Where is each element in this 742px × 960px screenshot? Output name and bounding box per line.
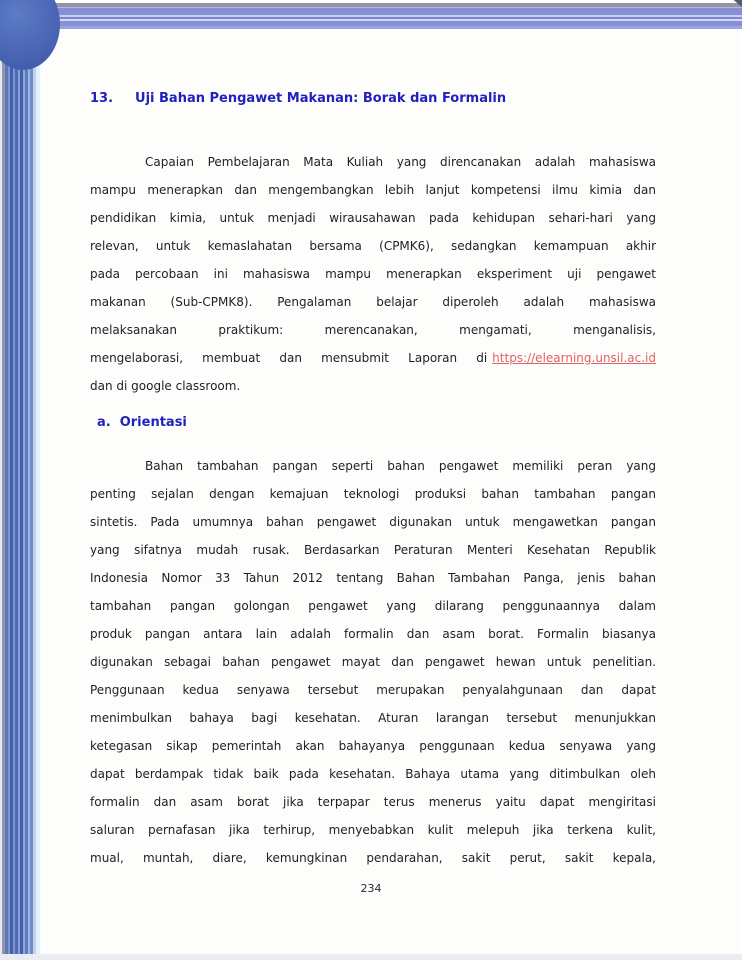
text-line-with-link [90,344,656,372]
section-number: 13. [90,91,114,106]
text-line: relevan, untuk kemaslahatan bersama (CPMK6), sedangkan kemampuan akhir [90,239,656,253]
bottom-page-edge [0,954,742,960]
section-heading [90,90,656,108]
elearning-link[interactable]: https://elearning.unsil.ac.id [492,351,656,365]
text-line: dan di google classroom. [90,379,241,393]
text-line: Capaian Pembelajaran Mata Kuliah yang direncanakan adalah mahasiswa [145,155,656,169]
text-line: Penggunaan kedua senyawa tersebut merupakan penyalahgunaan dan dapat [90,683,656,697]
link-prefix-text: mengelaborasi, membuat dan mensubmit Laporan di [90,351,488,365]
subsection-letter: a. [97,415,111,430]
text-line: makanan (Sub-CPMK8). Pengalaman belajar diperoleh adalah mahasiswa [90,295,656,309]
text-line: mampu menerapkan dan mengembangkan lebih lanjut kompetensi ilmu kimia dan [90,183,656,197]
page-content [90,0,656,872]
text-line: dapat berdampak tidak baik pada kesehatan. Bahaya utama yang ditimbulkan oleh [90,767,656,781]
subsection-heading [97,414,656,432]
text-line: melaksanakan praktikum: merencanakan, mengamati, menganalisis, [90,323,656,337]
text-line: Bahan tambahan pangan seperti bahan pengawet memiliki peran yang [145,459,656,473]
text-line: formalin dan asam borat jika terpapar terus menerus yaitu dapat mengiritasi [90,795,656,809]
paragraph-capaian [90,148,656,400]
text-line: menimbulkan bahaya bagi kesehatan. Aturan larangan tersebut menunjukkan [90,711,656,725]
text-line: produk pangan antara lain adalah formalin dan asam borat. Formalin biasanya [90,627,656,641]
text-line: saluran pernafasan jika terhirup, menyebabkan kulit melepuh jika terkena kulit, [90,823,656,837]
subsection-title: Orientasi [119,415,187,430]
section-title: Uji Bahan Pengawet Makanan: Borak dan Formalin [135,91,507,106]
text-line: tambahan pangan golongan pengawet yang dilarang penggunaannya dalam [90,599,656,613]
text-line: digunakan sebagai bahan pengawet mayat dan pengawet hewan untuk penelitian. [90,655,656,669]
text-line: ketegasan sikap pemerintah akan bahayanya penggunaan kedua senyawa yang [90,739,656,753]
corner-ornament [0,0,60,70]
left-stripe-border [0,0,44,960]
text-line: penting sejalan dengan kemajuan teknologi produksi bahan tambahan pangan [90,487,656,501]
text-line: pada percobaan ini mahasiswa mampu menerapkan eksperiment uji pengawet [90,267,656,281]
text-line: sintetis. Pada umumnya bahan pengawet digunakan untuk mengawetkan pangan [90,515,656,529]
page-number: 234 [360,882,382,895]
text-line: pendidikan kimia, untuk menjadi wirausahawan pada kehidupan sehari-hari yang [90,211,656,225]
paragraph-orientasi [90,452,656,872]
text-line: Indonesia Nomor 33 Tahun 2012 tentang Bahan Tambahan Panga, jenis bahan [90,571,656,585]
text-line: yang sifatnya mudah rusak. Berdasarkan Peraturan Menteri Kesehatan Republik [90,543,656,557]
text-line: mual, muntah, diare, kemungkinan pendarahan, sakit perut, sakit kepala, [90,851,656,865]
